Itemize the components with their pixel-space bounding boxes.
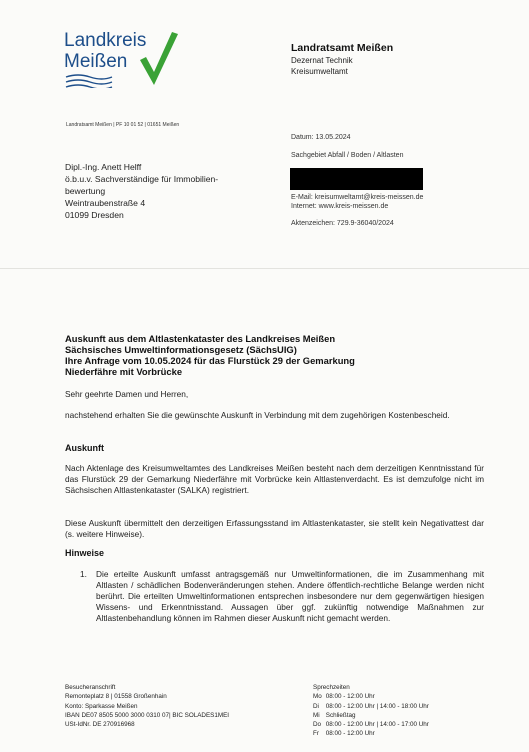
footer-line-1: Besucheranschrift — [65, 684, 116, 691]
footer-line-2: Remonteplatz 8 | 01558 Großenhain — [65, 693, 167, 701]
contact-email: E-Mail: kreisumweltamt@kreis-meissen.de — [291, 194, 424, 201]
office-unit: Kreisumweltamt — [291, 67, 348, 76]
auskunft-heading: Auskunft — [65, 443, 104, 453]
subject-line-2: Sächsisches Umweltinformationsgesetz (SächsUIG) — [65, 344, 297, 355]
file-reference: Aktenzeichen: 729.9-36040/2024 — [291, 220, 394, 227]
salutation: Sehr geehrte Damen und Herren, — [65, 389, 189, 399]
hinweis-number: 1. — [80, 569, 87, 579]
subject-line-1: Auskunft aus dem Altlastenkataster des Landkreises Meißen — [65, 333, 336, 344]
auskunft-paragraph: Nach Aktenlage des Kreisumweltamtes des Landkreises Meißen besteht nach dem derzeitigen Kenntnisstand für das Flurstück 29 der Gemarkung Niederfähre mit Vorbrücke kein Altlastenverdacht. Es ist demzufolge nicht im Sächsischen Altlastenkataster (SALKA) registriert. — [65, 463, 484, 495]
sender-address-line: Landratsamt Meißen | PF 10 01 52 | 01651 Meißen — [66, 122, 180, 128]
hours-row — [313, 729, 433, 738]
hours-time: 08:00 - 12:00 Uhr — [325, 693, 375, 701]
logo-line-2: Meißen — [64, 51, 128, 72]
logo-waves-icon — [64, 72, 114, 88]
recipient-title: ö.b.u.v. Sachverständige für Immobilien- — [65, 174, 219, 184]
page-fold-line — [0, 268, 529, 269]
hours-day: Mi — [313, 711, 320, 719]
hours-time: 08:00 - 12:00 Uhr | 14:00 - 18:00 Uhr — [325, 702, 429, 710]
hinweise-heading: Hinweise — [65, 548, 105, 558]
footer-address-block — [65, 683, 229, 729]
intro-paragraph: nachstehend erhalten Sie die gewünschte Auskunft in Verbindung mit dem zugehörigen Kostenbescheid. — [65, 410, 450, 420]
office-department: Dezernat Technik — [291, 56, 353, 65]
hours-row — [313, 720, 433, 729]
letter-date: Datum: 13.05.2024 — [291, 134, 351, 141]
footer-line-5: USt-IdNr. DE 270916968 — [65, 721, 135, 729]
subject-line-3: Ihre Anfrage vom 10.05.2024 für das Flurstück 29 der Gemarkung — [65, 355, 355, 366]
hours-day: Di — [313, 702, 319, 710]
footer-hours-block — [313, 683, 433, 739]
hours-table — [313, 692, 433, 738]
hinweis-text: Die erteilte Auskunft umfasst antragsgemäß nur Umweltinformationen, die im Zusammenhang mit Altlasten / schädlichen Bodenveränderungen stehen. Andere öffentlich-rechtliche Belange werden nicht berührt. Die erteilten Umweltinformationen entsprechen insbesondere nur dem gegenwärtigen hiesigen Wissens- und Erkenntnisstand. Aussagen über ggf. zukünftig notwendige Maßnahmen zur Altlastenbehandlung können im Rahmen dieser Auskunft nicht gemacht werden. — [96, 569, 484, 623]
logo-check-icon — [110, 30, 180, 88]
hours-day: Fr — [313, 730, 319, 738]
footer-line-4: IBAN DE07 8505 5000 3000 0310 07| BIC SOLADES1MEI — [65, 711, 230, 719]
subject-line-4: Niederfähre mit Vorbrücke — [65, 366, 183, 377]
contact-internet: Internet: www.kreis-meissen.de — [291, 203, 389, 210]
status-paragraph: Diese Auskunft übermittelt den derzeitigen Erfassungsstand im Altlastenkataster, sie stellt kein Negativattest dar (s. weitere Hinweise). — [65, 518, 484, 539]
hours-row — [313, 711, 433, 720]
hours-day: Mo — [313, 693, 322, 701]
hours-day: Do — [313, 721, 322, 729]
recipient-street: Weintraubenstraße 4 — [65, 198, 146, 208]
recipient-name: Dipl.-Ing. Anett Helff — [65, 162, 142, 172]
footer-line-3: Konto: Sparkasse Meißen — [65, 702, 138, 710]
subject-area: Sachgebiet Abfall / Boden / Altlasten — [291, 152, 404, 159]
hours-row — [313, 702, 433, 711]
hours-row — [313, 692, 433, 701]
office-title: Landratsamt Meißen — [291, 42, 394, 54]
hours-time: Schließtag — [325, 711, 356, 719]
recipient-title-cont: bewertung — [65, 186, 106, 196]
logo-line-1: Landkreis — [64, 30, 147, 51]
letter-subject — [65, 333, 505, 377]
recipient-city: 01099 Dresden — [65, 210, 124, 220]
hours-time: 08:00 - 12:00 Uhr | 14:00 - 17:00 Uhr — [325, 721, 429, 729]
hours-title: Sprechzeiten — [313, 684, 350, 691]
hours-time: 08:00 - 12:00 Uhr — [325, 730, 375, 738]
redaction-bar — [290, 168, 423, 190]
